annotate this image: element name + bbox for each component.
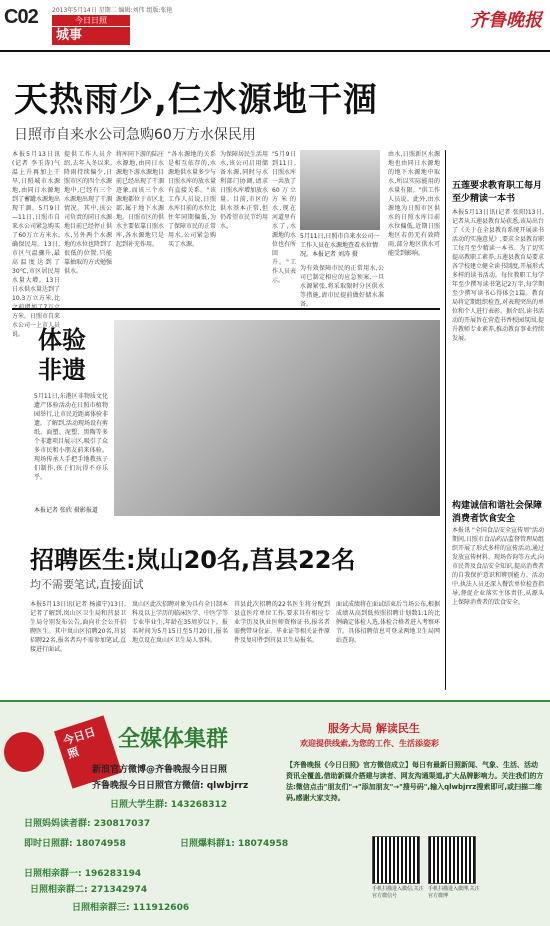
ad-weibo: 新浪官方微博@齐鲁晚报今日日照 bbox=[92, 765, 228, 775]
section-tag: 今日日照 bbox=[52, 15, 130, 26]
photo-story-credit: 本报记者 张欣 摄影报道 bbox=[34, 507, 98, 514]
logo-circle-icon bbox=[4, 732, 44, 772]
group-6: 日照相亲群二: 271342974 bbox=[30, 885, 148, 895]
recruit-column-3: 莒县此次招聘的22名医生将分配到县直医疗单位工作,要求具有相应专业学历及执业医师资格证书,报名者需携带身份证、毕业证等相关证件原件及复印件到莒县卫生局报名。 bbox=[234, 601, 331, 644]
page-header bbox=[0, 0, 550, 52]
lead-column-2: 提供工作人员介绍,去年入冬以来,降雨持续偏少,日照市区的四个水源地中,已经有三个水源地出现了干涸情况。其中,该公司负责的同日水源地目前已经停止供水,另外两个水源地的水位也降到了很低的位置,只能靠抽取的方式勉强供水。 bbox=[64, 151, 113, 275]
group-5: 日照相亲群一: 196283194 bbox=[24, 869, 142, 879]
group-2: 日照妈妈读者群: 230817037 bbox=[24, 819, 151, 829]
recruit-headline: 招聘医生:岚山20名,莒县22名 bbox=[30, 546, 356, 574]
side-story-2-title: 构建诚信和谐社会保障消费者饮食安全 bbox=[452, 501, 543, 524]
group-3: 即时日照群: 18074958 bbox=[24, 839, 126, 849]
lead-column-6: 由水,日照新区水源地也由同日水源地的地下水源地中取水,所以实际能用的水量有限。"供工作人员说。此外,由水源地为日照市区供水的日照水库目前水位偏低,近期日照地区若仍无有效降雨,部分地区供水可能受到影响。 bbox=[388, 151, 440, 257]
newspaper-logo: 齐鲁晚报 bbox=[470, 10, 542, 31]
lead-column-1: 本报5月13日讯(记者 李玉涛)气温上升再加上干旱,日照城市水源地,由同日水源地到了蓄罐水源地出现干涸。5月9日—11日,日照市自来水公司紧急购买了60万立方米水,确保民用。13日,市区气温骤升,最高温度达到了30℃,市区居民用水量大增。13日日水供水量达到了10.3万立方米,比 方米。日照市自来水公司一上市人员说。 bbox=[12, 151, 61, 338]
group-7: 日照相亲群三: 111912606 bbox=[72, 903, 190, 913]
side-story-1-body: 本报5月13日讯(记者 张阳)13日,记者从五莲县教育局获悉,该局出台了《关于在全县教育系统开展读书活动的实施意见》,要求全县教育职工每月至少精读一本书。为了切实提高教职工素养,五莲县教育局要求各学校建立健全读书制度,开展形式多样的读书活动。每位教职工每学年至少撰写读书笔记2万字,每学期至少撰写读书心得体会1篇。教育局将定期组织检查,对表现突出的单位和个人进行表彰。据介绍,读书活动的开展旨在营造书香校园氛围,提升教师专业素养,推动教育事业持续发展。 bbox=[452, 209, 544, 342]
lead-column-3: 将库同下游的陆庄水源地,由同日水源地下游水源地目前已经出现了干涸迹象,而该三个水源地都位于市区北部,属于地下水源地。日照市区的供水主要依靠日照水库,各水源地只是起到补充作用。 bbox=[116, 151, 165, 248]
recruit-column-2: 岚山区此次招聘对象为具有全日制本科及以上学历的临床医学、中医学等专业毕业生,年龄在35周岁以下。报名时间为5月15日至5月20日,报名地点设在岚山区卫生局人事科。 bbox=[132, 601, 229, 644]
recruit-subhead: 均不需要笔试,直接面试 bbox=[30, 578, 144, 591]
qr-note-wechat: 手机扫描进入微信,关注官方微信号 bbox=[372, 886, 424, 899]
photo-story-title: 体验非遗 bbox=[38, 326, 86, 384]
side-story-2-body: 本报讯 "全国食品安全宣传周"活动期间,日照市食品药品监督管理局组织开展了形式多样的宣传活动,通过发放宣传材料、现场咨询等方式,向市民普及食品安全知识,提高消费者的自我保护意识和辨别能力。活动中,执法人员还深入餐饮单位检查指导,督促企业落实主体责任,从源头上保障消费者的饮食安全。 bbox=[452, 527, 544, 606]
wechat-intro: 【齐鲁晚报《今日日照》官方微信成立】每日有最新日照新闻、气象、生活、活动资讯全覆盖,借助新媒介搭建与读者、网友沟通渠道,扩大品牌影响力。关注我们的方法:微信点击"朋友们"→"添加朋友"→"搜号码",输入qlwbjrrz搜索即可,或扫描二维码,感谢大家支持。 bbox=[286, 761, 544, 802]
photo-story-body: 5月11日,东港区非物质文化遗产体验活动在日照市植物园举行,让市民近距离体验非遗。了解到,活动现场设有剪纸、面塑、泥塑、黑陶等多个非遗项目展示区,吸引了众多市民和小朋友前来体验。现场传承人手把手地教孩子们制作,孩子们玩得不亦乐乎。 bbox=[34, 393, 108, 481]
service-title: 服务大局 解读民生 bbox=[328, 722, 420, 735]
column-divider bbox=[445, 150, 446, 690]
lead-column-4: "各水源地的关系是相互依存的,水源地供水量多少与日照水库的放水量有直接关系。"该工作人员说,日照水库目前的水位比往年同期偏低,为了保障市民的正常用水,公司紧急购买了水源。 bbox=[168, 151, 217, 248]
page-number: C02 bbox=[4, 6, 38, 28]
lead-column-9: "5月9日到11日,日照水库一共放了60万立方米的水,现在河道里有水了,水源地的水位也有所回升。"工作人员表示。 bbox=[272, 151, 297, 284]
ad-brand: 今日日照 bbox=[54, 715, 122, 788]
wechat-qr-code bbox=[372, 836, 420, 884]
section-title: 城事 bbox=[52, 27, 130, 45]
section-rule bbox=[12, 308, 440, 310]
ad-wechat: 齐鲁晚报今日日照官方微信: qlwbjrrz bbox=[92, 781, 249, 791]
weibo-qr-code bbox=[428, 836, 476, 884]
side-story-1-title: 五莲要求教育职工每月至少精读一本书 bbox=[452, 181, 543, 204]
recruit-column-1: 本报5月13日讯(记者 杨淑宁)13日,记者了解到,岚山区卫生局和莒县卫生局分别发布公告,面向社会公开招聘医生。其中岚山区招聘20名,莒县招聘22名,报名者均不需参加笔试,直接进行面试。 bbox=[30, 601, 126, 653]
lead-subhead: 日照市自来水公司急购60万方水保民用 bbox=[14, 127, 256, 143]
service-subtitle: 欢迎提供线索,为您的工作、生活添姿彩 bbox=[300, 739, 440, 748]
qr-note-weibo: 手机扫描进入微博,关注官方微博 bbox=[428, 886, 480, 899]
lead-column-8: 为有效保障市民的正常用水,公司已制定相应的应急预案,一旦水源紧张,将采取限时分区供水等措施,请市民提前做好储水准备。 bbox=[300, 265, 384, 308]
lead-column-5: 为保障居民生活用水,该公司启用储备水源,同时与水利部门协调,请求日照水库增加放水量。目前,市区的供水基本正常,但仍希望市民节约用水。 bbox=[220, 151, 269, 230]
recruit-column-4: 面试成绩将在面试结束后当场公布,根据成绩从高到低按照招聘计划数1:1的比例确定体检人选,体检合格者进入考察环节。具体招聘信息可登录两地卫生局网站查询。 bbox=[336, 601, 440, 644]
lead-photo-caption: 5月11日,日照市自来水公司一工作人员在水源地查看水位情况。本报记者 刘涛 摄 bbox=[300, 233, 380, 258]
group-1: 日照大学生群: 143268312 bbox=[110, 800, 228, 810]
photo-story-image bbox=[114, 320, 440, 516]
ad-title: 全媒体集群 bbox=[118, 727, 229, 752]
lead-photo bbox=[300, 150, 380, 230]
group-4: 日照爆料群1: 18074958 bbox=[180, 839, 289, 849]
media-ad bbox=[0, 700, 550, 926]
edition-meta: 2013年5月14日 星期二 编辑:刘伟 组版:张艳 bbox=[52, 7, 173, 14]
lead-headline: 天热雨少,仨水源地干涸 bbox=[14, 80, 378, 120]
